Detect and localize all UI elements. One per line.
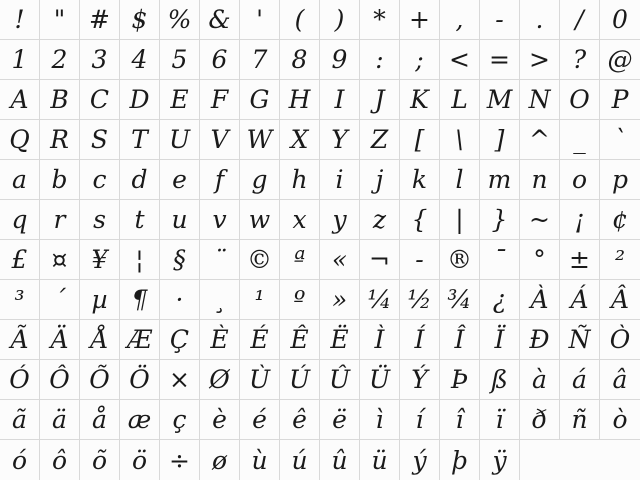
char-cell[interactable]: è: [200, 400, 240, 440]
char-cell[interactable]: N: [520, 80, 560, 120]
char-cell[interactable]: Ù: [240, 360, 280, 400]
char-cell[interactable]: t: [120, 200, 160, 240]
char-cell[interactable]: 4: [120, 40, 160, 80]
char-cell[interactable]: [: [400, 120, 440, 160]
char-cell[interactable]: ¯: [480, 240, 520, 280]
char-cell[interactable]: /: [560, 0, 600, 40]
char-cell[interactable]: ¾: [440, 280, 480, 320]
char-cell[interactable]: z: [360, 200, 400, 240]
char-cell[interactable]: a: [0, 160, 40, 200]
char-cell[interactable]: Ë: [320, 320, 360, 360]
char-cell[interactable]: g: [240, 160, 280, 200]
char-cell[interactable]: ç: [160, 400, 200, 440]
char-cell[interactable]: ë: [320, 400, 360, 440]
char-cell[interactable]: R: [40, 120, 80, 160]
char-cell[interactable]: â: [600, 360, 640, 400]
char-cell[interactable]: Z: [360, 120, 400, 160]
char-cell[interactable]: _: [560, 120, 600, 160]
char-cell[interactable]: Y: [320, 120, 360, 160]
char-cell[interactable]: ò: [600, 400, 640, 440]
char-cell[interactable]: Ñ: [560, 320, 600, 360]
char-cell[interactable]: u: [160, 200, 200, 240]
char-cell[interactable]: r: [40, 200, 80, 240]
char-cell[interactable]: }: [480, 200, 520, 240]
char-cell[interactable]: <: [440, 40, 480, 80]
char-cell[interactable]: ß: [480, 360, 520, 400]
char-cell[interactable]: ¦: [120, 240, 160, 280]
char-cell[interactable]: ö: [120, 440, 160, 480]
char-cell[interactable]: ½: [400, 280, 440, 320]
char-cell[interactable]: D: [120, 80, 160, 120]
char-cell[interactable]: 6: [200, 40, 240, 80]
char-cell[interactable]: Ú: [280, 360, 320, 400]
char-cell[interactable]: @: [600, 40, 640, 80]
char-cell[interactable]: Í: [400, 320, 440, 360]
char-cell[interactable]: Ò: [600, 320, 640, 360]
char-cell[interactable]: Ø: [200, 360, 240, 400]
char-cell[interactable]: p: [600, 160, 640, 200]
char-cell[interactable]: ä: [40, 400, 80, 440]
char-cell[interactable]: 2: [40, 40, 80, 80]
char-cell[interactable]: ì: [360, 400, 400, 440]
char-cell[interactable]: ·: [160, 280, 200, 320]
char-cell[interactable]: d: [120, 160, 160, 200]
char-cell[interactable]: ': [240, 0, 280, 40]
char-cell[interactable]: q: [0, 200, 40, 240]
char-cell[interactable]: F: [200, 80, 240, 120]
char-cell[interactable]: ª: [280, 240, 320, 280]
char-cell[interactable]: -: [400, 240, 440, 280]
char-cell[interactable]: 7: [240, 40, 280, 80]
char-cell[interactable]: Ð: [520, 320, 560, 360]
char-cell[interactable]: L: [440, 80, 480, 120]
char-cell[interactable]: »: [320, 280, 360, 320]
char-cell[interactable]: ×: [160, 360, 200, 400]
char-cell[interactable]: µ: [80, 280, 120, 320]
char-cell[interactable]: Ô: [40, 360, 80, 400]
char-cell[interactable]: à: [520, 360, 560, 400]
char-cell[interactable]: &: [200, 0, 240, 40]
char-cell[interactable]: ~: [520, 200, 560, 240]
char-cell[interactable]: î: [440, 400, 480, 440]
char-cell[interactable]: É: [240, 320, 280, 360]
char-cell[interactable]: X: [280, 120, 320, 160]
char-cell[interactable]: S: [80, 120, 120, 160]
char-cell[interactable]: ¨: [200, 240, 240, 280]
char-cell[interactable]: G: [240, 80, 280, 120]
char-cell[interactable]: ê: [280, 400, 320, 440]
char-cell[interactable]: 8: [280, 40, 320, 80]
char-cell[interactable]: þ: [440, 440, 480, 480]
char-cell[interactable]: õ: [80, 440, 120, 480]
char-cell[interactable]: 3: [80, 40, 120, 80]
char-cell[interactable]: Å: [80, 320, 120, 360]
char-cell[interactable]: s: [80, 200, 120, 240]
empty-cell: [560, 440, 600, 480]
char-cell[interactable]: y: [320, 200, 360, 240]
empty-cell: [520, 440, 560, 480]
char-cell[interactable]: í: [400, 400, 440, 440]
char-cell[interactable]: ¿: [480, 280, 520, 320]
char-cell[interactable]: e: [160, 160, 200, 200]
char-cell[interactable]: M: [480, 80, 520, 120]
char-cell[interactable]: Ä: [40, 320, 80, 360]
char-cell[interactable]: ?: [560, 40, 600, 80]
char-cell[interactable]: ¸: [200, 280, 240, 320]
char-cell[interactable]: (: [280, 0, 320, 40]
char-cell[interactable]: 0: [600, 0, 640, 40]
char-cell[interactable]: á: [560, 360, 600, 400]
char-cell[interactable]: Û: [320, 360, 360, 400]
char-cell[interactable]: ]: [480, 120, 520, 160]
char-cell[interactable]: é: [240, 400, 280, 440]
char-cell[interactable]: Ï: [480, 320, 520, 360]
char-cell[interactable]: ©: [240, 240, 280, 280]
char-cell[interactable]: K: [400, 80, 440, 120]
char-cell[interactable]: Î: [440, 320, 480, 360]
char-cell[interactable]: %: [160, 0, 200, 40]
char-cell[interactable]: 1: [0, 40, 40, 80]
char-cell[interactable]: È: [200, 320, 240, 360]
char-cell[interactable]: b: [40, 160, 80, 200]
char-cell[interactable]: ù: [240, 440, 280, 480]
char-cell[interactable]: ¤: [40, 240, 80, 280]
char-cell[interactable]: ¶: [120, 280, 160, 320]
char-cell[interactable]: O: [560, 80, 600, 120]
char-cell[interactable]: W: [240, 120, 280, 160]
char-cell[interactable]: ÷: [160, 440, 200, 480]
char-cell[interactable]: ^: [520, 120, 560, 160]
char-cell[interactable]: {: [400, 200, 440, 240]
char-cell[interactable]: ÿ: [480, 440, 520, 480]
char-cell[interactable]: ü: [360, 440, 400, 480]
char-cell[interactable]: i: [320, 160, 360, 200]
char-cell[interactable]: Â: [600, 280, 640, 320]
char-cell[interactable]: Ê: [280, 320, 320, 360]
char-cell[interactable]: Ý: [400, 360, 440, 400]
char-cell[interactable]: °: [520, 240, 560, 280]
char-cell[interactable]: ,: [440, 0, 480, 40]
char-cell[interactable]: C: [80, 80, 120, 120]
char-cell[interactable]: *: [360, 0, 400, 40]
char-cell[interactable]: $: [120, 0, 160, 40]
char-cell[interactable]: ô: [40, 440, 80, 480]
char-cell[interactable]: o: [560, 160, 600, 200]
char-cell[interactable]: f: [200, 160, 240, 200]
char-cell[interactable]: ð: [520, 400, 560, 440]
char-cell[interactable]: ó: [0, 440, 40, 480]
char-cell[interactable]: .: [520, 0, 560, 40]
char-cell[interactable]: Ç: [160, 320, 200, 360]
char-cell[interactable]: !: [0, 0, 40, 40]
char-cell[interactable]: Ö: [120, 360, 160, 400]
char-cell[interactable]: º: [280, 280, 320, 320]
char-cell[interactable]: ´: [40, 280, 80, 320]
char-cell[interactable]: h: [280, 160, 320, 200]
char-cell[interactable]: û: [320, 440, 360, 480]
char-cell[interactable]: :: [360, 40, 400, 80]
char-cell[interactable]: H: [280, 80, 320, 120]
char-cell[interactable]: c: [80, 160, 120, 200]
char-cell[interactable]: x: [280, 200, 320, 240]
char-cell[interactable]: J: [360, 80, 400, 120]
char-cell[interactable]: ;: [400, 40, 440, 80]
char-cell[interactable]: V: [200, 120, 240, 160]
char-cell[interactable]: ³: [0, 280, 40, 320]
char-cell[interactable]: +: [400, 0, 440, 40]
char-cell[interactable]: Ì: [360, 320, 400, 360]
char-cell[interactable]: æ: [120, 400, 160, 440]
char-cell[interactable]: Õ: [80, 360, 120, 400]
char-cell[interactable]: ¹: [240, 280, 280, 320]
char-cell[interactable]: v: [200, 200, 240, 240]
char-cell[interactable]: §: [160, 240, 200, 280]
char-cell[interactable]: >: [520, 40, 560, 80]
char-cell[interactable]: j: [360, 160, 400, 200]
char-cell[interactable]: n: [520, 160, 560, 200]
char-cell[interactable]: ú: [280, 440, 320, 480]
char-cell[interactable]: \: [440, 120, 480, 160]
char-cell[interactable]: À: [520, 280, 560, 320]
char-cell[interactable]: m: [480, 160, 520, 200]
char-cell[interactable]: ": [40, 0, 80, 40]
char-cell[interactable]: I: [320, 80, 360, 120]
char-cell[interactable]: Þ: [440, 360, 480, 400]
char-cell[interactable]: `: [600, 120, 640, 160]
empty-cell: [600, 440, 640, 480]
char-cell[interactable]: Ó: [0, 360, 40, 400]
char-cell[interactable]: ø: [200, 440, 240, 480]
char-cell[interactable]: ý: [400, 440, 440, 480]
char-cell[interactable]: ã: [0, 400, 40, 440]
char-cell[interactable]: ): [320, 0, 360, 40]
char-cell[interactable]: w: [240, 200, 280, 240]
char-cell[interactable]: £: [0, 240, 40, 280]
char-cell[interactable]: A: [0, 80, 40, 120]
char-cell[interactable]: 5: [160, 40, 200, 80]
char-cell[interactable]: #: [80, 0, 120, 40]
char-cell[interactable]: ï: [480, 400, 520, 440]
char-cell[interactable]: ¬: [360, 240, 400, 280]
char-cell[interactable]: E: [160, 80, 200, 120]
char-cell[interactable]: Æ: [120, 320, 160, 360]
char-cell[interactable]: =: [480, 40, 520, 80]
char-cell[interactable]: ®: [440, 240, 480, 280]
char-cell[interactable]: Ü: [360, 360, 400, 400]
char-cell[interactable]: ±: [560, 240, 600, 280]
char-cell[interactable]: P: [600, 80, 640, 120]
char-cell[interactable]: ¡: [560, 200, 600, 240]
char-cell[interactable]: T: [120, 120, 160, 160]
char-cell[interactable]: ²: [600, 240, 640, 280]
char-cell[interactable]: -: [480, 0, 520, 40]
char-cell[interactable]: ¥: [80, 240, 120, 280]
char-cell[interactable]: ñ: [560, 400, 600, 440]
char-cell[interactable]: ¼: [360, 280, 400, 320]
char-cell[interactable]: Q: [0, 120, 40, 160]
char-cell[interactable]: U: [160, 120, 200, 160]
char-cell[interactable]: 9: [320, 40, 360, 80]
char-cell[interactable]: «: [320, 240, 360, 280]
char-cell[interactable]: B: [40, 80, 80, 120]
char-cell[interactable]: Á: [560, 280, 600, 320]
char-cell[interactable]: |: [440, 200, 480, 240]
char-cell[interactable]: l: [440, 160, 480, 200]
char-cell[interactable]: k: [400, 160, 440, 200]
char-cell[interactable]: å: [80, 400, 120, 440]
char-cell[interactable]: ¢: [600, 200, 640, 240]
char-cell[interactable]: Ã: [0, 320, 40, 360]
